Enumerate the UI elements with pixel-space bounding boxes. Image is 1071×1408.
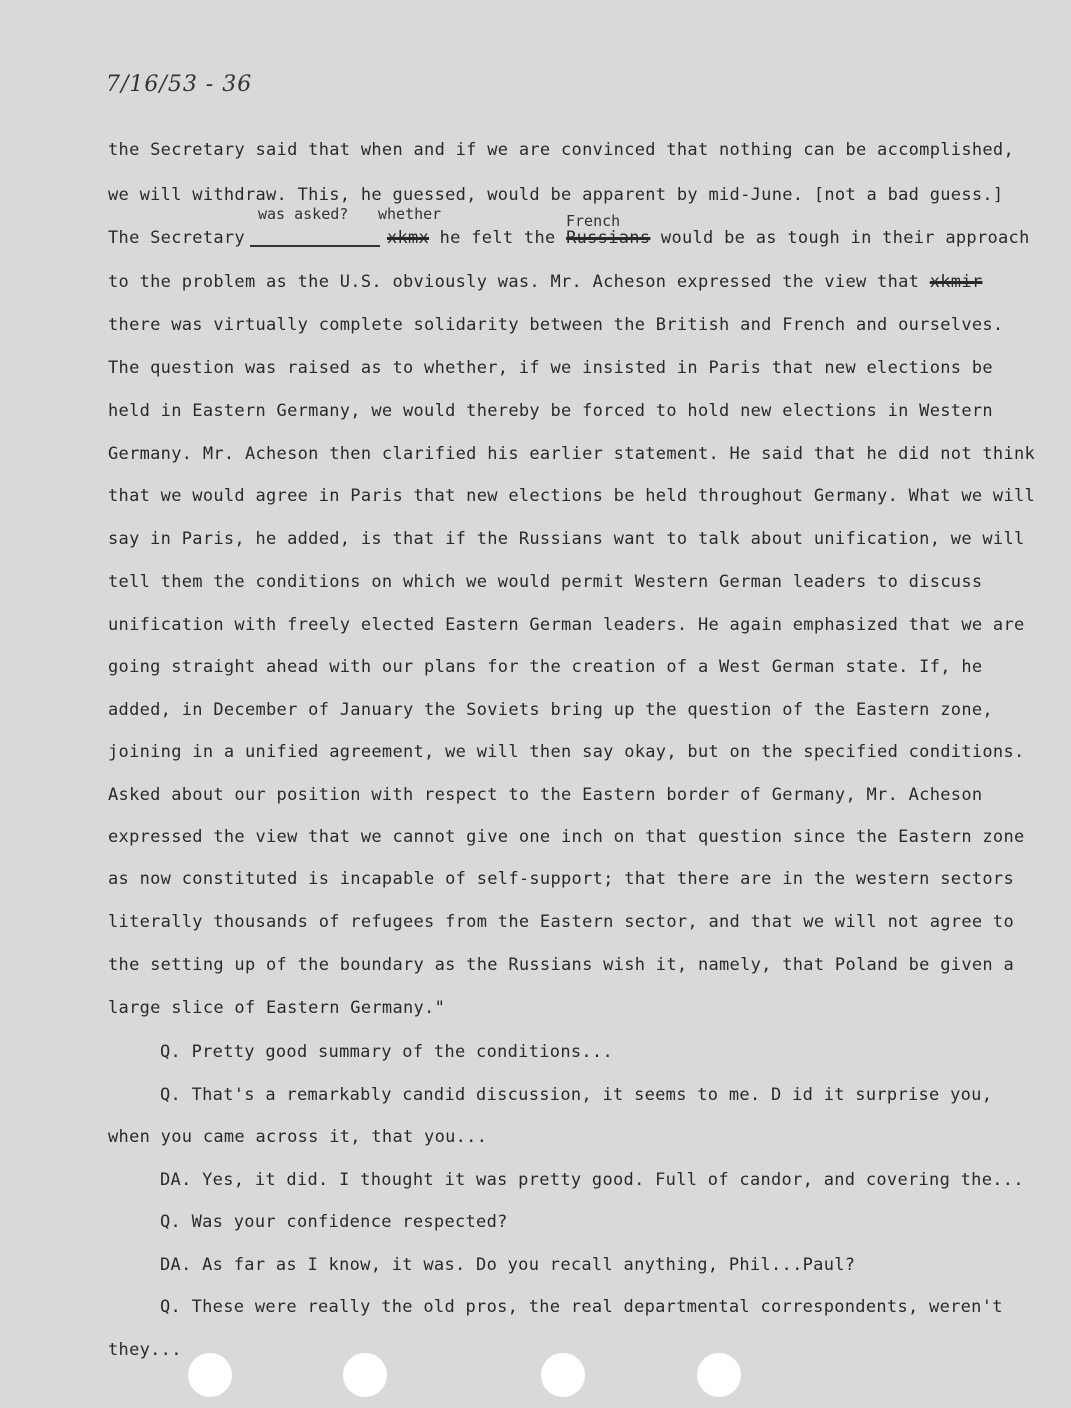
text-line [108, 228, 1030, 248]
dialogue-line: Q. That's a remarkably candid discussion, it seems to me. D id it surprise you, [160, 1085, 993, 1105]
text-line: large slice of Eastern Germany." [108, 998, 446, 1018]
line-segment: to the problem as the U.S. obviously was. Mr. Acheson expressed the view that [108, 272, 920, 292]
text-line: the setting up of the boundary as the Russians wish it, namely, that Poland be given a [108, 955, 1014, 975]
text-line: held in Eastern Germany, we would thereby be forced to hold new elections in Western [108, 401, 993, 421]
text-line [108, 272, 982, 292]
text-line: unification with freely elected Eastern German leaders. He again emphasized that we are [108, 615, 1025, 635]
text-line: Germany. Mr. Acheson then clarified his earlier statement. He said that he did not think [108, 444, 1036, 464]
dialogue-line: Q. Was your confidence respected? [160, 1212, 508, 1232]
dialogue-line: DA. Yes, it did. I thought it was pretty good. Full of candor, and covering the... [160, 1170, 1024, 1190]
dialogue-line: when you came across it, that you... [108, 1127, 488, 1147]
text-line: tell them the conditions on which we would permit Western German leaders to discuss [108, 572, 983, 592]
typed-insertion: French [566, 212, 621, 230]
dialogue-line: Q. Pretty good summary of the conditions... [160, 1042, 613, 1062]
text-line: the Secretary said that when and if we are convinced that nothing can be accomplished, [108, 140, 1014, 160]
text-line: as now constituted is incapable of self-support; that there are in the western sectors [108, 869, 1014, 889]
text-line: there was virtually complete solidarity between the British and French and ourselves. [108, 315, 1004, 335]
struck-text: Russians [566, 228, 651, 248]
struck-text: xkmx [386, 228, 430, 248]
punch-hole [697, 1353, 741, 1397]
text-line: expressed the view that we cannot give one inch on that question since the Eastern zone [108, 827, 1025, 847]
text-line: The question was raised as to whether, if we insisted in Paris that new elections be [108, 358, 993, 378]
text-line: added, in December of January the Soviets bring up the question of the Eastern zone, [108, 700, 993, 720]
line-segment: would be as tough in their approach [660, 228, 1030, 248]
text-line: say in Paris, he added, is that if the Russians want to talk about unification, we will [108, 529, 1025, 549]
text-line: that we would agree in Paris that new elections be held throughout Germany. What we will [108, 486, 1036, 506]
line-segment: he felt the [439, 228, 556, 248]
handwritten-insertion: was asked? [258, 205, 349, 223]
text-line: joining in a unified agreement, we will then say okay, but on the specified conditions. [108, 742, 1025, 762]
punch-hole [343, 1353, 387, 1397]
page-reference: 7/16/53 - 36 [106, 72, 253, 97]
punch-hole [188, 1353, 232, 1397]
text-line: going straight ahead with our plans for the creation of a West German state. If, he [108, 657, 983, 677]
dialogue-line: Q. These were really the old pros, the real departmental correspondents, weren't [160, 1297, 1003, 1317]
line-segment: The Secretary [108, 228, 245, 248]
dialogue-line: they... [108, 1340, 182, 1360]
text-line: we will withdraw. This, he guessed, would be apparent by mid-June. [not a bad guess.] [108, 185, 1004, 205]
struck-text: xkmir [929, 272, 983, 292]
typed-insertion: whether [378, 205, 442, 223]
dialogue-line: DA. As far as I know, it was. Do you recall anything, Phil...Paul? [160, 1255, 856, 1275]
text-line: Asked about our position with respect to the Eastern border of Germany, Mr. Acheson [108, 785, 983, 805]
punch-hole [541, 1353, 585, 1397]
text-line: literally thousands of refugees from the Eastern sector, and that we will not agree to [108, 912, 1014, 932]
